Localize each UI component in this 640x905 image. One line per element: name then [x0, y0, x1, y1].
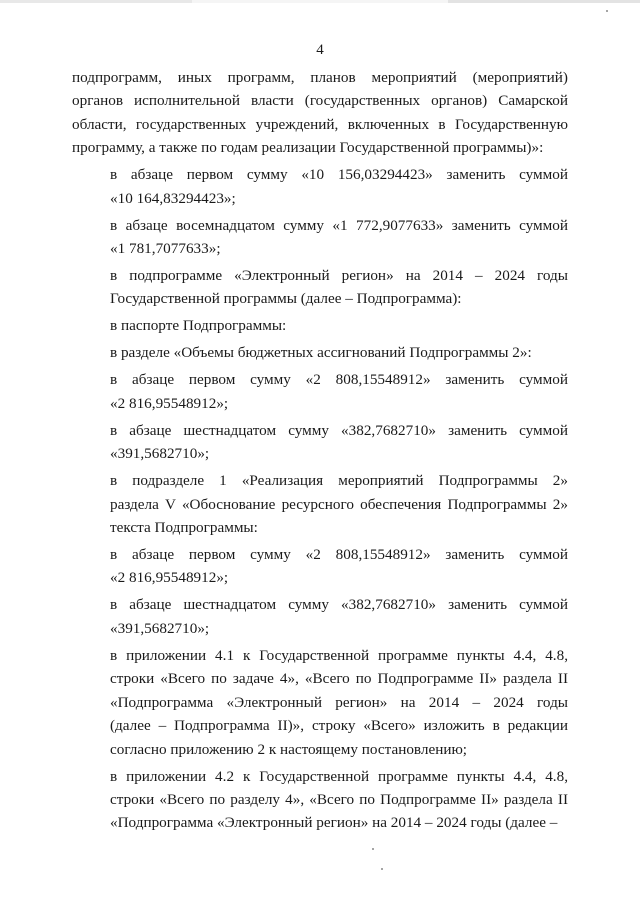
text-line: в абзаце шестнадцатом сумму «382,7682710» заменить суммой — [110, 596, 568, 614]
paragraph — [72, 264, 568, 311]
text-line: в приложении 4.2 к Государственной программе пункты 4.4, 4.8, — [110, 767, 568, 785]
text-line: текста Подпрограммы: — [110, 519, 258, 537]
scan-speck — [372, 848, 374, 850]
text-line: в абзаце шестнадцатом сумму «382,7682710» заменить суммой — [110, 421, 568, 439]
paragraph — [72, 469, 568, 539]
text-line: программу, а также по годам реализации Государственной программы)»: — [72, 139, 544, 157]
paragraph — [72, 644, 568, 761]
text-line: Государственной программы (далее – Подпрограмма): — [110, 290, 462, 308]
text-line: органов исполнительной власти (государственных органов) Самарской — [72, 92, 568, 110]
text-line: «Подпрограмма «Электронный регион» на 2014 – 2024 годы (далее – — [110, 814, 558, 832]
paragraph — [72, 341, 568, 364]
text-line: «1 781,7077633»; — [110, 240, 221, 258]
text-line: подпрограмм, иных программ, планов мероприятий (мероприятий) — [72, 69, 568, 86]
text-line: в абзаце первом сумму «2 808,15548912» заменить суммой — [110, 371, 568, 389]
paragraph — [72, 765, 568, 835]
document-body — [72, 66, 568, 838]
text-line: «391,5682710»; — [110, 619, 210, 637]
text-line: строки «Всего по задаче 4», «Всего по Подпрограмме II» раздела II — [110, 670, 568, 688]
text-line: в паспорте Подпрограммы: — [110, 317, 287, 335]
text-line: «2 816,95548912»; — [110, 394, 229, 412]
text-line: области, государственных учреждений, включенных в Государственную — [72, 115, 568, 133]
text-line: в разделе «Объемы бюджетных ассигнований Подпрограммы 2»: — [110, 344, 532, 362]
paragraph — [72, 368, 568, 415]
paragraph — [72, 214, 568, 261]
scan-speck — [381, 868, 383, 870]
text-line: в абзаце первом сумму «2 808,15548912» заменить суммой — [110, 546, 568, 564]
text-line: в абзаце первом сумму «10 156,03294423» заменить суммой — [110, 166, 568, 184]
page-number: 4 — [316, 42, 324, 58]
text-line: в абзаце восемнадцатом сумму «1 772,9077633» заменить суммой — [110, 216, 568, 234]
text-line: в подпрограмме «Электронный регион» на 2014 – 2024 годы — [110, 267, 568, 285]
text-line: «10 164,83294423»; — [110, 189, 236, 207]
text-line: «2 816,95548912»; — [110, 569, 229, 587]
paragraph — [72, 163, 568, 210]
paragraph — [72, 419, 568, 466]
scan-speck — [606, 10, 608, 12]
paragraph — [72, 314, 568, 337]
paragraph — [72, 593, 568, 640]
scan-edge — [0, 0, 640, 3]
text-line: в приложении 4.1 к Государственной программе пункты 4.4, 4.8, — [110, 646, 568, 664]
text-line: в подразделе 1 «Реализация мероприятий Подпрограммы 2» — [110, 472, 568, 490]
text-line: строки «Всего по разделу 4», «Всего по Подпрограмме II» раздела II — [110, 790, 568, 808]
text-line: (далее – Подпрограмма II)», строку «Всего» изложить в редакции — [110, 717, 568, 735]
text-line: раздела V «Обоснование ресурсного обеспечения Подпрограммы 2» — [110, 495, 568, 513]
text-line: согласно приложению 2 к настоящему постановлению; — [110, 740, 468, 758]
paragraph — [72, 543, 568, 590]
text-line: «Подпрограмма «Электронный регион» на 2014 – 2024 годы — [110, 693, 568, 711]
text-line: «391,5682710»; — [110, 445, 210, 463]
paragraph — [72, 66, 568, 160]
